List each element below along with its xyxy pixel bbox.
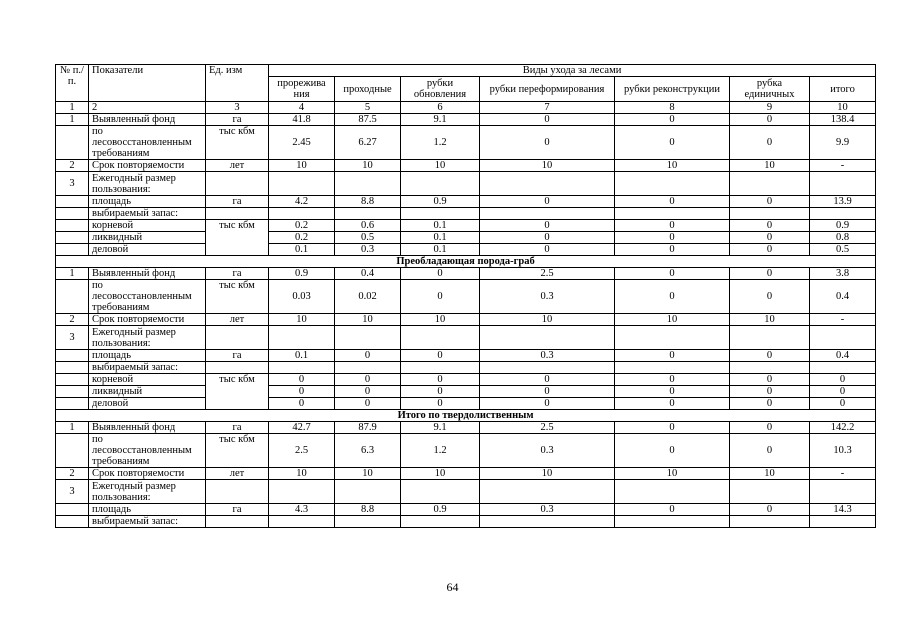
row-index <box>56 196 89 208</box>
row-index: 2 <box>56 160 89 172</box>
indicator-label: по лесовосстановленным требованиям <box>89 126 206 160</box>
value-cell: 0 <box>480 232 615 244</box>
stock-row <box>56 516 876 528</box>
row-index <box>56 516 89 528</box>
header-col-reformation: рубки переформирования <box>480 77 615 102</box>
forest-care-table <box>55 64 876 528</box>
value-cell: 9.9 <box>810 126 876 160</box>
numbering-cell: 1 <box>56 102 89 114</box>
empty-cell <box>730 172 810 196</box>
period-row <box>56 160 876 172</box>
value-cell: 0.3 <box>480 350 615 362</box>
empty-cell <box>730 208 810 220</box>
indicator-label: корневой <box>89 220 206 232</box>
numbering-cell: 5 <box>335 102 401 114</box>
numbering-cell: 9 <box>730 102 810 114</box>
indicator-label: ликвидный <box>89 232 206 244</box>
row-index <box>56 126 89 160</box>
value-cell: 0 <box>480 196 615 208</box>
indicator-label: площадь <box>89 196 206 208</box>
value-cell: 10 <box>730 160 810 172</box>
value-cell: 0 <box>730 374 810 386</box>
empty-cell <box>401 516 480 528</box>
value-cell: 0 <box>615 386 730 398</box>
numbering-row <box>56 102 876 114</box>
empty-cell <box>269 362 335 374</box>
row-index <box>56 232 89 244</box>
empty-cell <box>615 326 730 350</box>
value-cell: 0 <box>730 386 810 398</box>
value-cell: 0 <box>480 126 615 160</box>
value-cell: 0.9 <box>810 220 876 232</box>
value-cell: 10 <box>269 160 335 172</box>
value-cell: 2.5 <box>480 422 615 434</box>
found-stock-row <box>56 126 876 160</box>
empty-cell <box>810 516 876 528</box>
indicator-label: деловой <box>89 398 206 410</box>
empty-cell <box>206 480 269 504</box>
empty-cell <box>615 362 730 374</box>
liquid-row <box>56 386 876 398</box>
value-cell: 138.4 <box>810 114 876 126</box>
value-cell: 9.1 <box>401 114 480 126</box>
unit-cell: тыс кбм <box>206 220 269 256</box>
value-cell: 0 <box>615 434 730 468</box>
value-cell: 0 <box>730 350 810 362</box>
header-col-thinning: прорежива ния <box>269 77 335 102</box>
empty-cell <box>730 362 810 374</box>
value-cell: 42.7 <box>269 422 335 434</box>
found-stock-row <box>56 434 876 468</box>
row-index <box>56 362 89 374</box>
value-cell: 0 <box>615 268 730 280</box>
value-cell: 0.03 <box>269 280 335 314</box>
value-cell: 1.2 <box>401 434 480 468</box>
value-cell: 0 <box>730 268 810 280</box>
row-index: 3 <box>56 326 89 350</box>
row-index: 3 <box>56 480 89 504</box>
value-cell: - <box>810 160 876 172</box>
period-row <box>56 314 876 326</box>
row-index <box>56 280 89 314</box>
empty-cell <box>335 172 401 196</box>
empty-cell <box>615 172 730 196</box>
value-cell: 0 <box>615 422 730 434</box>
value-cell: 0.9 <box>401 196 480 208</box>
empty-cell <box>401 172 480 196</box>
header-unit: Ед. изм <box>206 65 269 102</box>
value-cell: 0.1 <box>401 232 480 244</box>
empty-cell <box>206 326 269 350</box>
empty-cell <box>269 480 335 504</box>
empty-cell <box>335 208 401 220</box>
header-col-reconstruction: рубки реконструкции <box>615 77 730 102</box>
empty-cell <box>401 480 480 504</box>
value-cell: 6.3 <box>335 434 401 468</box>
found-area-row <box>56 268 876 280</box>
annual-row <box>56 172 876 196</box>
value-cell: 0.1 <box>401 220 480 232</box>
value-cell: 0 <box>730 280 810 314</box>
indicator-label: Срок повторяемости <box>89 314 206 326</box>
empty-cell <box>730 326 810 350</box>
value-cell: 0 <box>480 386 615 398</box>
liquid-row <box>56 232 876 244</box>
value-cell: 0 <box>269 374 335 386</box>
value-cell: 10 <box>401 468 480 480</box>
value-cell: 0.8 <box>810 232 876 244</box>
value-cell: 0 <box>615 374 730 386</box>
value-cell: 0 <box>480 374 615 386</box>
value-cell: 87.9 <box>335 422 401 434</box>
value-cell: 0.3 <box>480 434 615 468</box>
value-cell: 0 <box>615 504 730 516</box>
value-cell: 0 <box>480 114 615 126</box>
value-cell: 0 <box>401 268 480 280</box>
empty-cell <box>615 208 730 220</box>
row-index <box>56 374 89 386</box>
value-cell: 6.27 <box>335 126 401 160</box>
value-cell: 0 <box>335 386 401 398</box>
root-row <box>56 374 876 386</box>
unit-cell: тыс кбм <box>206 374 269 410</box>
section-title: Преобладающая порода-граб <box>56 256 876 268</box>
header-care-types: Виды ухода за лесами <box>269 65 876 77</box>
value-cell: 10 <box>730 468 810 480</box>
numbering-cell: 3 <box>206 102 269 114</box>
empty-cell <box>401 362 480 374</box>
value-cell: 0 <box>335 398 401 410</box>
unit-cell: га <box>206 114 269 126</box>
value-cell: 0 <box>401 350 480 362</box>
indicator-label: Ежегодный размер пользования: <box>89 326 206 350</box>
row-index <box>56 398 89 410</box>
header-num: № п./п. <box>56 65 89 102</box>
empty-cell <box>206 172 269 196</box>
value-cell: 0.3 <box>480 504 615 516</box>
header-indicator: Показатели <box>89 65 206 102</box>
unit-cell: га <box>206 350 269 362</box>
value-cell: 0.4 <box>810 280 876 314</box>
empty-cell <box>269 516 335 528</box>
value-cell: 10 <box>480 160 615 172</box>
value-cell: 2.5 <box>269 434 335 468</box>
value-cell: 10 <box>480 468 615 480</box>
value-cell: 0 <box>730 398 810 410</box>
value-cell: 0 <box>335 374 401 386</box>
empty-cell <box>269 172 335 196</box>
empty-cell <box>206 208 269 220</box>
indicator-label: корневой <box>89 374 206 386</box>
value-cell: 2.5 <box>480 268 615 280</box>
empty-cell <box>810 172 876 196</box>
empty-cell <box>480 516 615 528</box>
value-cell: 10 <box>615 468 730 480</box>
row-index <box>56 208 89 220</box>
numbering-cell: 2 <box>89 102 206 114</box>
value-cell: 0 <box>730 244 810 256</box>
found-stock-row <box>56 280 876 314</box>
value-cell: 41.8 <box>269 114 335 126</box>
indicator-label: Ежегодный размер пользования: <box>89 480 206 504</box>
empty-cell <box>206 516 269 528</box>
value-cell: 0 <box>615 114 730 126</box>
stock-row <box>56 208 876 220</box>
value-cell: 10 <box>269 468 335 480</box>
page-number: 64 <box>446 580 459 594</box>
empty-cell <box>480 326 615 350</box>
section-title-row <box>56 256 876 268</box>
value-cell: 0 <box>615 232 730 244</box>
value-cell: - <box>810 468 876 480</box>
value-cell: 10 <box>615 314 730 326</box>
value-cell: 0.5 <box>810 244 876 256</box>
value-cell: 0.2 <box>269 220 335 232</box>
value-cell: 0.3 <box>480 280 615 314</box>
header-col-renewal: рубки обновления <box>401 77 480 102</box>
value-cell: 0.1 <box>269 244 335 256</box>
empty-cell <box>269 208 335 220</box>
indicator-label: Выявленный фонд <box>89 268 206 280</box>
indicator-label: выбираемый запас: <box>89 362 206 374</box>
numbering-cell: 8 <box>615 102 730 114</box>
value-cell: 0 <box>480 244 615 256</box>
value-cell: 0.5 <box>335 232 401 244</box>
indicator-label: выбираемый запас: <box>89 208 206 220</box>
value-cell: 0 <box>730 196 810 208</box>
row-index: 1 <box>56 114 89 126</box>
indicator-label: деловой <box>89 244 206 256</box>
row-index <box>56 434 89 468</box>
business-row <box>56 244 876 256</box>
value-cell: 0.1 <box>401 244 480 256</box>
row-index <box>56 350 89 362</box>
empty-cell <box>810 480 876 504</box>
empty-cell <box>335 326 401 350</box>
value-cell: 0.9 <box>269 268 335 280</box>
value-cell: 8.8 <box>335 196 401 208</box>
row-index <box>56 220 89 232</box>
value-cell: 10 <box>335 314 401 326</box>
value-cell: 10 <box>335 468 401 480</box>
area-row <box>56 504 876 516</box>
indicator-label: выбираемый запас: <box>89 516 206 528</box>
header-row-top <box>56 65 876 77</box>
row-index: 3 <box>56 172 89 196</box>
indicator-label: Срок повторяемости <box>89 160 206 172</box>
root-row <box>56 220 876 232</box>
value-cell: 0 <box>401 386 480 398</box>
value-cell: 0 <box>335 350 401 362</box>
value-cell: 0.4 <box>335 268 401 280</box>
value-cell: 0 <box>615 350 730 362</box>
empty-cell <box>810 362 876 374</box>
header-col-single: рубка единичных <box>730 77 810 102</box>
value-cell: 10 <box>480 314 615 326</box>
value-cell: 0 <box>401 280 480 314</box>
value-cell: 0 <box>269 398 335 410</box>
value-cell: 0 <box>615 280 730 314</box>
value-cell: 0.6 <box>335 220 401 232</box>
empty-cell <box>269 326 335 350</box>
indicator-label: Выявленный фонд <box>89 422 206 434</box>
stock-row <box>56 362 876 374</box>
numbering-cell: 10 <box>810 102 876 114</box>
value-cell: 0 <box>730 232 810 244</box>
value-cell: 0 <box>730 126 810 160</box>
found-area-row <box>56 114 876 126</box>
value-cell: 0 <box>480 220 615 232</box>
value-cell: - <box>810 314 876 326</box>
numbering-cell: 7 <box>480 102 615 114</box>
value-cell: 10.3 <box>810 434 876 468</box>
indicator-label: по лесовосстановленным требованиям <box>89 434 206 468</box>
row-index: 2 <box>56 314 89 326</box>
value-cell: 14.3 <box>810 504 876 516</box>
empty-cell <box>335 362 401 374</box>
annual-row <box>56 326 876 350</box>
value-cell: 10 <box>730 314 810 326</box>
found-area-row <box>56 422 876 434</box>
unit-cell: га <box>206 422 269 434</box>
value-cell: 0 <box>480 398 615 410</box>
value-cell: 0 <box>730 434 810 468</box>
value-cell: 0.02 <box>335 280 401 314</box>
header-col-total: итого <box>810 77 876 102</box>
empty-cell <box>401 326 480 350</box>
indicator-label: по лесовосстановленным требованиям <box>89 280 206 314</box>
annual-row <box>56 480 876 504</box>
indicator-label: Срок повторяемости <box>89 468 206 480</box>
value-cell: 0 <box>810 398 876 410</box>
value-cell: 10 <box>401 160 480 172</box>
indicator-label: ликвидный <box>89 386 206 398</box>
value-cell: 0.4 <box>810 350 876 362</box>
value-cell: 0 <box>615 126 730 160</box>
empty-cell <box>480 362 615 374</box>
table-body <box>56 65 876 528</box>
unit-cell: лет <box>206 314 269 326</box>
value-cell: 0 <box>615 196 730 208</box>
empty-cell <box>335 516 401 528</box>
value-cell: 13.9 <box>810 196 876 208</box>
value-cell: 1.2 <box>401 126 480 160</box>
empty-cell <box>730 516 810 528</box>
value-cell: 0 <box>730 422 810 434</box>
indicator-label: Выявленный фонд <box>89 114 206 126</box>
section-title-row <box>56 410 876 422</box>
value-cell: 10 <box>335 160 401 172</box>
unit-cell: лет <box>206 160 269 172</box>
row-index: 1 <box>56 268 89 280</box>
value-cell: 4.3 <box>269 504 335 516</box>
value-cell: 0 <box>730 114 810 126</box>
indicator-label: площадь <box>89 504 206 516</box>
value-cell: 0.1 <box>269 350 335 362</box>
row-index <box>56 504 89 516</box>
period-row <box>56 468 876 480</box>
value-cell: 87.5 <box>335 114 401 126</box>
value-cell: 0 <box>730 220 810 232</box>
value-cell: 2.45 <box>269 126 335 160</box>
section-title: Итого по твердолиственным <box>56 410 876 422</box>
value-cell: 0 <box>401 374 480 386</box>
value-cell: 0.9 <box>401 504 480 516</box>
value-cell: 0 <box>615 244 730 256</box>
empty-cell <box>480 172 615 196</box>
numbering-cell: 4 <box>269 102 335 114</box>
unit-cell: лет <box>206 468 269 480</box>
value-cell: 8.8 <box>335 504 401 516</box>
indicator-label: Ежегодный размер пользования: <box>89 172 206 196</box>
value-cell: 10 <box>401 314 480 326</box>
value-cell: 10 <box>615 160 730 172</box>
empty-cell <box>401 208 480 220</box>
empty-cell <box>810 326 876 350</box>
unit-cell: га <box>206 196 269 208</box>
value-cell: 142.2 <box>810 422 876 434</box>
value-cell: 0.2 <box>269 232 335 244</box>
area-row <box>56 350 876 362</box>
value-cell: 0 <box>269 386 335 398</box>
unit-cell: тыс кбм <box>206 434 269 468</box>
indicator-label: площадь <box>89 350 206 362</box>
unit-cell: тыс кбм <box>206 280 269 314</box>
empty-cell <box>480 480 615 504</box>
empty-cell <box>206 362 269 374</box>
value-cell: 0 <box>810 386 876 398</box>
empty-cell <box>615 480 730 504</box>
empty-cell <box>335 480 401 504</box>
unit-cell: га <box>206 268 269 280</box>
area-row <box>56 196 876 208</box>
numbering-cell: 6 <box>401 102 480 114</box>
value-cell: 3.8 <box>810 268 876 280</box>
row-index: 1 <box>56 422 89 434</box>
business-row <box>56 398 876 410</box>
value-cell: 10 <box>269 314 335 326</box>
unit-cell: га <box>206 504 269 516</box>
value-cell: 0 <box>615 398 730 410</box>
empty-cell <box>810 208 876 220</box>
value-cell: 0 <box>401 398 480 410</box>
unit-cell: тыс кбм <box>206 126 269 160</box>
value-cell: 0.3 <box>335 244 401 256</box>
value-cell: 0 <box>810 374 876 386</box>
row-index <box>56 244 89 256</box>
row-index <box>56 386 89 398</box>
row-index: 2 <box>56 468 89 480</box>
value-cell: 9.1 <box>401 422 480 434</box>
value-cell: 0 <box>730 504 810 516</box>
empty-cell <box>730 480 810 504</box>
value-cell: 0 <box>615 220 730 232</box>
empty-cell <box>615 516 730 528</box>
header-col-passing: проходные <box>335 77 401 102</box>
value-cell: 4.2 <box>269 196 335 208</box>
empty-cell <box>480 208 615 220</box>
